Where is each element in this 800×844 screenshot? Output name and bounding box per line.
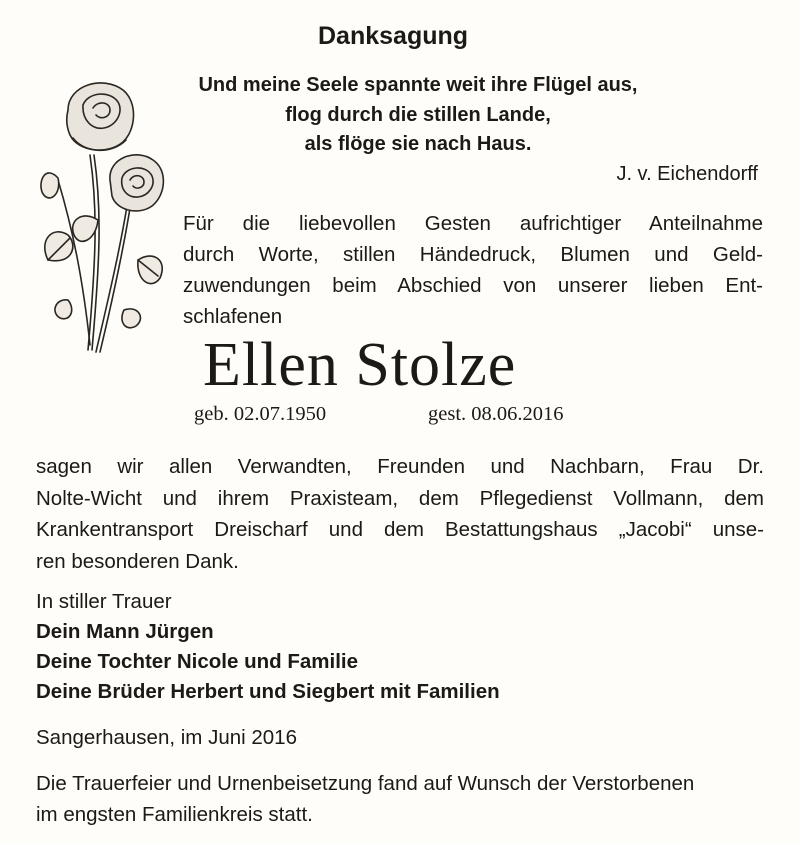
- paragraph-line: schlafenen: [183, 305, 283, 328]
- paragraph-line: Krankentransport Dreischarf und dem Bestattungshaus „Jacobi“ unse-: [36, 518, 764, 541]
- birth-date: geb. 02.07.1950: [194, 403, 327, 425]
- paragraph-line: Für die liebevollen Gesten aufrichtiger Anteilnahme: [183, 212, 763, 235]
- deceased-name: Ellen Stolze: [203, 331, 517, 399]
- signature-intro: In stiller Trauer: [36, 590, 172, 613]
- paragraph-line: zuwendungen beim Abschied von unserer lieben Ent-: [183, 274, 763, 297]
- place-date: Sangerhausen, im Juni 2016: [36, 726, 297, 749]
- paragraph-line: ren besonderen Dank.: [36, 549, 239, 573]
- note-line: Die Trauerfeier und Urnenbeisetzung fand auf Wunsch der Verstorbenen: [36, 772, 695, 795]
- paragraph-line: durch Worte, stillen Händedruck, Blumen und Geld-: [183, 243, 763, 266]
- paragraph-line: Nolte-Wicht und ihrem Praxisteam, dem Pflegedienst Vollmann, dem: [36, 486, 764, 510]
- notice-title: Danksagung: [318, 22, 469, 50]
- mourner-line: Deine Brüder Herbert und Siegbert mit Familien: [36, 680, 500, 703]
- paragraph-line: sagen wir allen Verwandten, Freunden und Nachbarn, Frau Dr.: [36, 455, 764, 478]
- poem-line: flog durch die stillen Lande,: [285, 104, 551, 126]
- mourner-line: Dein Mann Jürgen: [36, 620, 214, 643]
- body-paragraph: [36, 451, 764, 577]
- mourner-line: Deine Tochter Nicole und Familie: [36, 650, 358, 673]
- poem-line: als flöge sie nach Haus.: [304, 133, 532, 155]
- death-date: gest. 08.06.2016: [428, 403, 564, 425]
- closing-note: [36, 768, 764, 830]
- poem-line: Und meine Seele spannte weit ihre Flügel aus,: [198, 74, 638, 96]
- note-line: im engsten Familienkreis statt.: [36, 803, 313, 826]
- poem-author: J. v. Eichendorff: [616, 163, 758, 185]
- thanks-paragraph: [183, 208, 763, 332]
